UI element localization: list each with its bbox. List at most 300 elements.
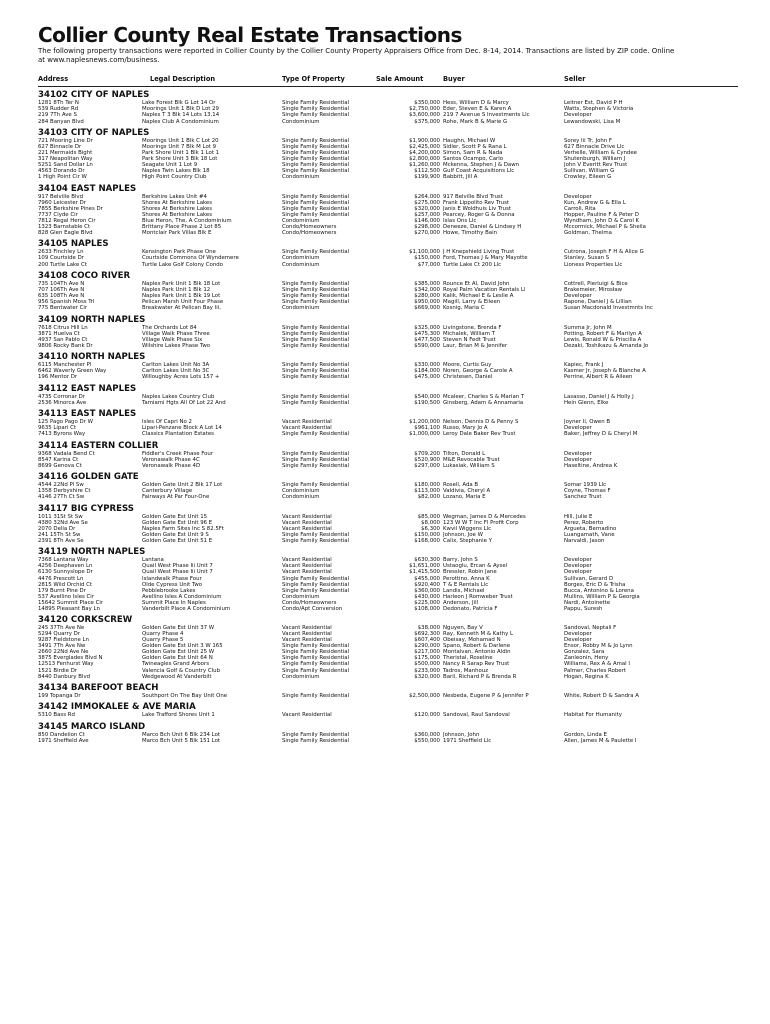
legal-cell: Moorings Unit 7 Blk M Lot 9 [142,144,217,151]
address-cell: 4937 San Pablo Ct [38,336,88,343]
buyer-cell: Johnson, Joe W [443,531,483,538]
legal-cell: Lake Forest Blk G Lot 14 Or [142,100,216,107]
seller-cell: Sanchez Trust [564,494,602,501]
address-cell: 7855 Berkshire Pines Dr [38,205,103,212]
seller-cell: Cottrell, Pierluigi & Bice [564,280,628,287]
seller-cell: Hein Glenn, Elke [564,399,609,406]
type-cell: Single Family Residential [282,100,350,107]
zip-heading: 34105 NAPLES [38,239,109,250]
address-cell: 179 Burnt Pine Dr [38,587,86,594]
seller-cell: Verhelle, William & Cyndee [564,150,637,157]
seller-cell: 627 Binnacle Drive Llc [564,144,625,151]
address-cell: 850 Dandelion Ct [38,731,85,738]
type-cell: Single Family Residential [282,374,350,381]
type-cell: Condominium [282,673,320,680]
buyer-cell: 123 W W T Inc Fl Profit Corp [443,519,519,526]
table-row [38,305,738,311]
amount-cell: $275,000 [414,199,440,206]
amount-cell: $82,000 [417,494,440,501]
seller-cell: Nardi, Antoinette [564,599,611,606]
zip-heading: 34102 CITY OF NAPLES [38,90,150,101]
zip-heading: 34117 BIG CYPRESS [38,503,134,514]
buyer-cell: Baril, Richard P & Brenda R [443,673,517,680]
type-cell: Single Family Residential [282,450,350,457]
zip-section [38,184,738,236]
amount-cell: $669,000 [414,305,440,312]
table-row [38,463,738,469]
amount-cell: $4,200,000 [409,150,440,157]
legal-cell: Naples Farm Sites Inc S 82.5Ft [142,525,224,532]
seller-cell: Borges, Eric D & Trisha [564,581,626,588]
type-cell: Vacant Residential [282,525,332,532]
seller-cell: Lasasso, Daniel J & Holly J [564,393,634,400]
address-cell: 2633 Finchley Ln [38,249,84,256]
seller-cell: Developer [564,293,592,300]
table-row [38,431,738,437]
type-cell: Single Family Residential [282,368,350,375]
seller-cell: Cutrona, Joseph F H & Alice G [564,249,644,256]
address-cell: 4256 Deephaven Ln [38,563,93,570]
legal-cell: Vanderbilt Place A Condominium [142,605,231,612]
zip-section [38,472,738,500]
amount-cell: $1,000,000 [409,431,440,438]
seller-cell: Baker, Jeffrey D & Cheryl M [564,431,638,438]
address-cell: 7960 Leicester Dr [38,199,86,206]
buyer-cell: Eder, Steven E & Karen A [443,106,512,113]
address-cell: 12513 Fenhurst Way [38,661,94,668]
header-type: Type Of Property [282,75,345,83]
buyer-cell: Barry, John S [443,557,478,564]
address-cell: 721 Mooring Line Dr [38,137,93,144]
address-cell: 5251 Sand Dollar Ln [38,162,93,169]
amount-cell: $1,200,000 [409,419,440,426]
address-cell: 9287 Fieldstone Ln [38,637,89,644]
seller-cell: White, Robert D & Sandra A [564,693,639,699]
type-cell: Condominium [282,494,320,501]
address-cell: 8547 Karina Ct [38,456,79,463]
amount-cell: $920,400 [414,581,440,588]
address-cell: 2391 8Th Ave Se [38,537,84,544]
legal-cell: Golden Gate Est Unit 25 W [142,649,215,656]
type-cell: Condominium [282,261,320,268]
legal-cell: Valencia Golf & Country Club [142,667,221,674]
header-buyer: Buyer [443,75,465,83]
seller-cell: Crowley, Eileen G [564,174,612,181]
seller-cell: Somar 1939 Llc [564,482,607,489]
seller-cell: Hill, Julie E [564,513,593,520]
address-cell: 284 Banyan Blvd [38,118,84,125]
address-cell: 1521 Birdie Dr [38,667,78,674]
legal-cell: Olde Cypress Unit Two [142,581,203,588]
header-legal: Legal Description [150,75,216,83]
legal-cell: Brittany Place Phase 2 Lot 85 [142,223,222,230]
seller-cell: Potting, Robert F & Marilyn A [564,330,642,337]
address-cell: 3491 7Th Ave Nw [38,643,86,650]
buyer-cell: Landis, Michael [443,587,485,594]
seller-cell: Developer [564,631,592,638]
table-row [38,494,738,500]
amount-cell: $950,000 [414,299,440,306]
buyer-cell: Janis E Woldhuis Liv Trust [443,205,511,212]
seller-cell: Developer [564,112,592,119]
type-cell: Single Family Residential [282,531,350,538]
legal-cell: Blue Heron, The, A Condominium [142,217,232,224]
column-headers [38,75,738,85]
seller-cell: Sandoval, Neptali F [564,625,617,632]
seller-cell: Mccormick, Michael P & Sheila [564,223,646,230]
type-cell: Vacant Residential [282,513,332,520]
type-cell: Single Family Residential [282,399,350,406]
buyer-cell: Livingstone, Brenda F [443,324,502,331]
buyer-cell: Lukasiak, William S [443,462,495,469]
address-cell: 707 106Th Ave N [38,286,85,293]
amount-cell: $297,000 [414,462,440,469]
buyer-cell: 219 7 Avenue S Investments Llc [443,112,530,119]
type-cell: Vacant Residential [282,625,332,632]
address-cell: 6130 Sunnyslope Dr [38,569,93,576]
table-row [38,343,738,349]
address-cell: 7368 Lantana Way [38,557,89,564]
amount-cell: $692,300 [414,631,440,638]
zip-heading: 34134 BAREFOOT BEACH [38,683,159,693]
legal-cell: Park Shore Unit 1 Blk 1 Lot 1 [142,150,220,157]
address-cell: 221 Mermaids Bight [38,150,93,157]
legal-cell: Tamiami Hgts All Of Lot 22 And [142,399,226,406]
buyer-cell: Harleon J Romweber Trust [443,593,513,600]
amount-cell: $375,000 [414,118,440,125]
legal-cell: Wilshire Lakes Phase Two [142,342,211,349]
seller-cell: Gonzalez, Sara [564,649,605,656]
type-cell: Single Family Residential [282,293,350,300]
buyer-cell: Nelson, Dennis D & Penny S [443,419,519,426]
type-cell: Condominium [282,174,320,181]
type-cell: Single Family Residential [282,144,350,151]
legal-cell: Courtside Commons Of Wyndemere [142,255,239,262]
type-cell: Single Family Residential [282,537,350,544]
seller-cell: Perrine, Albert R & Aileen [564,374,633,381]
amount-cell: $184,000 [414,368,440,375]
amount-cell: $85,000 [417,513,440,520]
legal-cell: Quarry Phase 5 [142,637,184,644]
zip-heading: 34116 GOLDEN GATE [38,472,139,483]
amount-cell: $2,425,000 [409,144,440,151]
table-row [38,738,738,744]
buyer-cell: T & E Rentals Llc [443,581,489,588]
transactions-list [38,90,738,744]
type-cell: Vacant Residential [282,557,332,564]
address-cell: 109 Courtside Dr [38,255,84,262]
amount-cell: $108,000 [414,605,440,612]
amount-cell: $112,500 [414,168,440,175]
type-cell: Single Family Residential [282,731,350,738]
legal-cell: Quail West Phase Iii Unit 7 [142,563,213,570]
type-cell: Vacant Residential [282,569,332,576]
amount-cell: $325,000 [414,324,440,331]
buyer-cell: Perottino, Anna K [443,575,490,582]
zip-section [38,409,738,437]
buyer-cell: Royal Palm Vacation Rentals Ll [443,286,526,293]
legal-cell: Golden Gate Unit 2 Blk 17 Lot [142,482,223,489]
seller-cell: Developer [564,557,592,564]
seller-cell: Zanleonin, Heny [564,655,609,662]
seller-cell: Ensor, Robby M & Jo Lynn [564,643,633,650]
legal-cell: Moorings Unit 1 Blk C Lot 20 [142,137,219,144]
table-row [38,119,738,125]
seller-cell: Hopper, Pauline F & Peter D [564,211,639,218]
address-cell: 9635 Lipari Ct [38,425,76,432]
zip-heading: 34108 COCO RIVER [38,270,131,281]
seller-cell: Stanley, Susan S [564,255,610,262]
address-cell: 735 104Th Ave N [38,280,85,287]
legal-cell: Naples T 3 Blk 14 Lots 13,14 [142,112,220,119]
amount-cell: $180,000 [414,482,440,489]
header-rule [38,86,738,87]
buyer-cell: Christesen, Daniel [443,374,493,381]
amount-cell: $168,000 [414,537,440,544]
amount-cell: $607,400 [414,637,440,644]
table-row [38,262,738,268]
amount-cell: $270,000 [414,229,440,236]
legal-cell: The Orchards Lot 84 [142,324,197,331]
buyer-cell: Islas Ons Llc [443,217,477,224]
legal-cell: Golden Gate Est Unit 15 [142,513,208,520]
legal-cell: Classics Plantation Estates [142,431,214,438]
zip-section [38,384,738,406]
legal-cell: Moorings Unit 1 Blk D Lot 29 [142,106,219,113]
buyer-cell: Moore, Curtis Guy [443,362,492,369]
amount-cell: $477,500 [414,336,440,343]
legal-cell: Southport On The Bay Unit One [142,693,228,699]
zip-heading: 34114 EASTERN COLLIER [38,440,159,451]
type-cell: Vacant Residential [282,637,332,644]
seller-cell: Sullivan, William G [564,168,615,175]
type-cell: Single Family Residential [282,575,350,582]
zip-heading: 34109 NORTH NAPLES [38,314,146,325]
zip-heading: 34104 EAST NAPLES [38,183,137,194]
amount-cell: $257,000 [414,211,440,218]
buyer-cell: Mckenna, Stephen J & Dawn [443,162,520,169]
buyer-cell: M&E Revocable Trust [443,456,500,463]
page-title: Collier County Real Estate Transactions [38,23,462,47]
type-cell: Single Family Residential [282,737,350,744]
buyer-cell: Mcaleer, Charles S & Marian T [443,393,525,400]
legal-cell: Shores At Berkshire Lakes [142,205,213,212]
seller-cell: Luangamath, Vane [564,531,615,538]
legal-cell: Quail West Phase Iii Unit 7 [142,569,213,576]
type-cell: Single Family Residential [282,456,350,463]
buyer-cell: Ray, Kenneth M & Kathy L [443,631,513,638]
address-cell: 4476 Prescott Ln [38,575,84,582]
type-cell: Vacant Residential [282,712,332,719]
seller-cell: Leitner Est, David P H [564,100,623,107]
address-cell: 219 7Th Ave S [38,112,77,119]
address-cell: 1323 Barnstable Ct [38,223,91,230]
buyer-cell: Simon, Sam R & Nada [443,150,503,157]
buyer-cell: Babbitt, Jill A [443,174,478,181]
legal-cell: High Point Country Club [142,174,207,181]
buyer-cell: 1971 Sheffield Llc [443,737,492,744]
address-cell: 1971 Sheffield Ave [38,737,89,744]
zip-section [38,271,738,311]
address-cell: 7737 Clyde Cir [38,211,78,218]
amount-cell: $709,200 [414,450,440,457]
amount-cell: $2,800,000 [409,156,440,163]
zip-heading: 34113 EAST NAPLES [38,409,137,420]
buyer-cell: Noren, George & Carole A [443,368,513,375]
amount-cell: $199,900 [414,174,440,181]
zip-section [38,683,738,699]
buyer-cell: Obeisay, Mohamad N [443,637,501,644]
zip-heading: 34110 NORTH NAPLES [38,352,146,363]
legal-cell: Summit Place In Naples [142,599,206,606]
legal-cell: Carlton Lakes Unit No 3C [142,368,210,375]
legal-cell: Golden Gate Est Unit 37 W [142,625,215,632]
amount-cell: $1,100,000 [409,249,440,256]
buyer-cell: Howe, Timothy Bain [443,229,498,236]
buyer-cell: Bressler, Robin Jane [443,569,497,576]
address-cell: 317 Neapolitan Way [38,156,93,163]
amount-cell: $6,300 [421,525,440,532]
zip-heading: 34103 CITY OF NAPLES [38,127,150,138]
type-cell: Condominium [282,255,320,262]
type-cell: Single Family Residential [282,393,350,400]
address-cell: 1281 8Th Ter N [38,100,79,107]
zip-heading: 34145 MARCO ISLAND [38,721,146,732]
address-cell: 1011 31St St Sw [38,513,83,520]
type-cell: Single Family Residential [282,431,350,438]
amount-cell: $320,000 [414,673,440,680]
legal-cell: Pelican Marsh Unit Four Phase [142,299,224,306]
table-row [38,538,738,544]
type-cell: Condo/Homeowners [282,223,337,230]
address-cell: 627 Binnacle Dr [38,144,82,151]
zip-heading: 34112 EAST NAPLES [38,383,137,394]
type-cell: Single Family Residential [282,655,350,662]
seller-cell: Hogan, Regina K [564,673,609,680]
table-row [38,230,738,236]
amount-cell: $475,000 [414,374,440,381]
legal-cell: Fiddler's Creek Phase Four [142,450,214,457]
type-cell: Single Family Residential [282,168,350,175]
buyer-cell: Russo, Mary Jo A [443,425,488,432]
type-cell: Single Family Residential [282,336,350,343]
type-cell: Single Family Residential [282,324,350,331]
amount-cell: $1,415,500 [409,569,440,576]
amount-cell: $385,000 [414,280,440,287]
buyer-cell: Ford, Thomas J & Mary Mayotte [443,255,528,262]
address-cell: 3875 Everglades Blvd N [38,655,103,662]
amount-cell: $290,000 [414,643,440,650]
seller-cell: Williams, Rex A & Amal I [564,661,630,668]
buyer-cell: Wegman, James D & Mercedes [443,513,526,520]
zip-section [38,702,738,718]
buyer-cell: Laur, Brian M & Jennifer [443,342,508,349]
zip-section [38,722,738,744]
type-cell: Single Family Residential [282,482,350,489]
buyer-cell: Hess, William D & Marcy [443,100,509,107]
zip-section [38,504,738,544]
address-cell: 537 Avellino Isles Cir [38,593,95,600]
address-cell: 7812 Regal Heron Cir [38,217,96,224]
legal-cell: Kensington Park Phase One [142,249,216,256]
buyer-cell: Frank Lippolito Rev Trust [443,199,510,206]
amount-cell: $8,000 [421,519,440,526]
legal-cell: Breakwater At Pelican Bay Iii, [142,305,222,312]
buyer-cell: Lozano, Maria E [443,494,486,501]
type-cell: Single Family Residential [282,211,350,218]
amount-cell: $2,750,000 [409,106,440,113]
amount-cell: $264,000 [414,193,440,200]
header-amount: Sale Amount [376,75,424,83]
buyer-cell: Steven N Fedt Trust [443,336,496,343]
header-seller: Seller [564,75,586,83]
type-cell: Condominium [282,593,320,600]
legal-cell: Golden Gate Est Unit 9 S [142,531,209,538]
legal-cell: Fairways At Par Four-One [142,494,210,501]
seller-cell: Gordon, Linda E [564,731,607,738]
amount-cell: $500,000 [414,661,440,668]
address-cell: 4380 32Nd Ave Se [38,519,88,526]
zip-section [38,128,738,180]
amount-cell: $550,000 [414,737,440,744]
address-cell: 635 108Th Ave N [38,293,85,300]
address-cell: 2815 Wild Orchid Ct [38,581,93,588]
buyer-cell: Calix, Stephanie Y [443,537,492,544]
amount-cell: $280,000 [414,293,440,300]
amount-cell: $298,000 [414,223,440,230]
seller-cell: Watts, Stephen & Victoria [564,106,634,113]
address-cell: 7413 Byrons Way [38,431,86,438]
amount-cell: $360,000 [414,587,440,594]
amount-cell: $475,300 [414,330,440,337]
type-cell: Single Family Residential [282,137,350,144]
type-cell: Single Family Residential [282,199,350,206]
buyer-cell: Sidler, Scott P & Rana L [443,144,507,151]
amount-cell: $146,000 [414,217,440,224]
amount-cell: $217,000 [414,649,440,656]
amount-cell: $430,000 [414,593,440,600]
seller-cell: Kun, Andrew G & Ella L [564,199,626,206]
amount-cell: $320,000 [414,205,440,212]
table-row [38,174,738,180]
seller-cell: Developer [564,563,592,570]
legal-cell: Canterbury Village [142,488,193,495]
buyer-cell: Pearcey, Roger G & Donna [443,211,515,218]
seller-cell: Shutenburgh, William J [564,156,626,163]
legal-cell: Village Walk Phase Six [142,336,203,343]
table-row [38,712,738,718]
seller-cell: Developer [564,569,592,576]
buyer-cell: Tadros, Manhouz [443,667,489,674]
type-cell: Single Family Residential [282,205,350,212]
buyer-cell: Sandoval, Raul Sandoval [443,712,510,719]
address-cell: 1 High Point Cir W [38,174,87,181]
type-cell: Condo/Homeowners [282,599,337,606]
address-cell: 4544 22Nd Pl Sw [38,482,84,489]
legal-cell: Islandwalk Phase Four [142,575,202,582]
seller-cell: Lioness Properties Llc [564,261,623,268]
buyer-cell: Nancy R Sarap Rev Trust [443,661,510,668]
type-cell: Single Family Residential [282,286,350,293]
type-cell: Single Family Residential [282,330,350,337]
buyer-cell: Santos Ocampo, Carlo [443,156,504,163]
address-cell: 8699 Genova Ct [38,462,82,469]
address-cell: 539 Rudder Rd [38,106,79,113]
type-cell: Single Family Residential [282,643,350,650]
legal-cell: Avellino Isles A Condominium [142,593,222,600]
address-cell: 15642 Summit Place Cir [38,599,104,606]
type-cell: Vacant Residential [282,563,332,570]
